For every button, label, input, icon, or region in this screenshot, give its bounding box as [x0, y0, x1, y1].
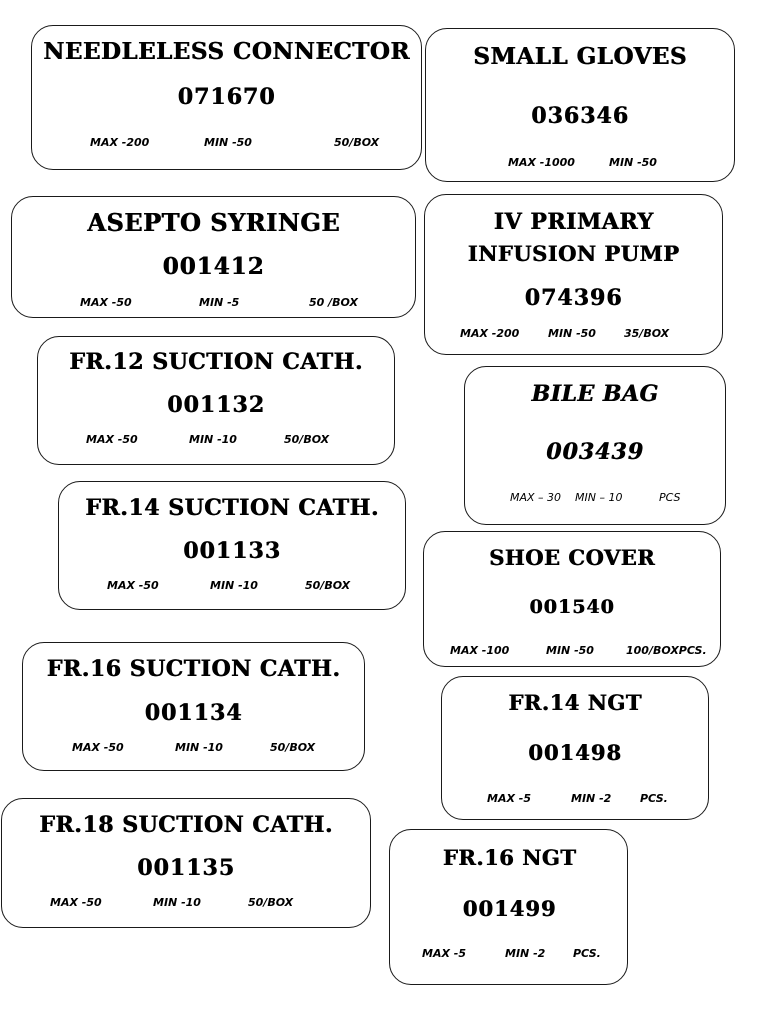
label-card — [31, 25, 422, 170]
max-qty: MAX -200 — [90, 136, 150, 149]
pack-size: 50/BOX — [305, 579, 351, 592]
item-name: FR.16 NGT — [442, 845, 577, 870]
item-code: 074396 — [524, 285, 623, 311]
min-qty: MIN -50 — [548, 327, 596, 340]
max-qty: MAX -50 — [50, 896, 102, 909]
pack-size: 50/BOX — [248, 896, 294, 909]
item-name: FR.14 NGT — [508, 690, 642, 715]
item-name: NEEDLELESS CONNECTOR — [43, 38, 410, 65]
min-qty: MIN -50 — [546, 644, 594, 657]
min-qty: MIN – 10 — [575, 491, 623, 504]
min-qty: MIN -10 — [189, 433, 237, 446]
label-card — [389, 829, 628, 985]
max-qty: MAX -50 — [107, 579, 159, 592]
item-code: 036346 — [531, 103, 629, 129]
label-card — [441, 676, 709, 820]
min-qty: MIN -10 — [153, 896, 201, 909]
pack-size: 50 /BOX — [309, 296, 358, 309]
item-code: 071670 — [177, 84, 276, 110]
item-code: 001133 — [183, 538, 281, 564]
max-qty: MAX – 30 — [510, 491, 562, 504]
item-code: 001498 — [528, 740, 622, 765]
max-qty: MAX -200 — [460, 327, 520, 340]
min-qty: MIN -2 — [505, 947, 546, 960]
item-code: 001412 — [162, 253, 265, 280]
item-name: FR.14 SUCTION CATH. — [85, 495, 379, 521]
item-name: BILE BAG — [531, 381, 659, 407]
item-name-line-1: IV PRIMARY — [493, 209, 654, 235]
item-code: 003439 — [546, 439, 644, 465]
min-qty: MIN -10 — [175, 741, 223, 754]
pack-size: 100/BOXPCS. — [626, 644, 707, 657]
max-qty: MAX -1000 — [508, 156, 575, 169]
label-card — [423, 531, 721, 667]
label-card — [1, 798, 371, 928]
max-qty: MAX -50 — [80, 296, 132, 309]
item-name: SHOE COVER — [488, 545, 655, 570]
min-qty: MIN -50 — [204, 136, 252, 149]
label-card — [424, 194, 723, 355]
label-card — [22, 642, 365, 771]
item-name: ASEPTO SYRINGE — [87, 208, 340, 237]
max-qty: MAX -100 — [450, 644, 510, 657]
label-card — [58, 481, 406, 610]
min-qty: MIN -5 — [199, 296, 240, 309]
label-card — [464, 366, 726, 525]
pack-size: 50/BOX — [270, 741, 316, 754]
item-name-line-2: INFUSION PUMP — [467, 241, 680, 266]
max-qty: MAX -5 — [487, 792, 531, 805]
item-name: FR.12 SUCTION CATH. — [69, 349, 363, 375]
pack-size: 35/BOX — [624, 327, 670, 340]
item-name: SMALL GLOVES — [473, 43, 687, 70]
min-qty: MIN -50 — [609, 156, 657, 169]
max-qty: MAX -50 — [86, 433, 138, 446]
max-qty: MAX -50 — [72, 741, 124, 754]
pack-size: 50/BOX — [334, 136, 380, 149]
item-code: 001134 — [144, 700, 243, 726]
label-card — [37, 336, 395, 465]
item-code: 001135 — [137, 855, 235, 881]
label-card — [425, 28, 735, 182]
pack-size: PCS — [659, 491, 681, 504]
min-qty: MIN -2 — [571, 792, 612, 805]
item-code: 001540 — [529, 596, 615, 618]
pack-size: PCS. — [640, 792, 668, 805]
min-qty: MIN -10 — [210, 579, 258, 592]
label-card — [11, 196, 416, 318]
item-code: 001499 — [462, 896, 557, 921]
item-name: FR.18 SUCTION CATH. — [39, 812, 333, 838]
item-name: FR.16 SUCTION CATH. — [46, 656, 341, 682]
pack-size: 50/BOX — [284, 433, 330, 446]
item-code: 001132 — [167, 392, 265, 418]
max-qty: MAX -5 — [422, 947, 466, 960]
pack-size: PCS. — [573, 947, 601, 960]
